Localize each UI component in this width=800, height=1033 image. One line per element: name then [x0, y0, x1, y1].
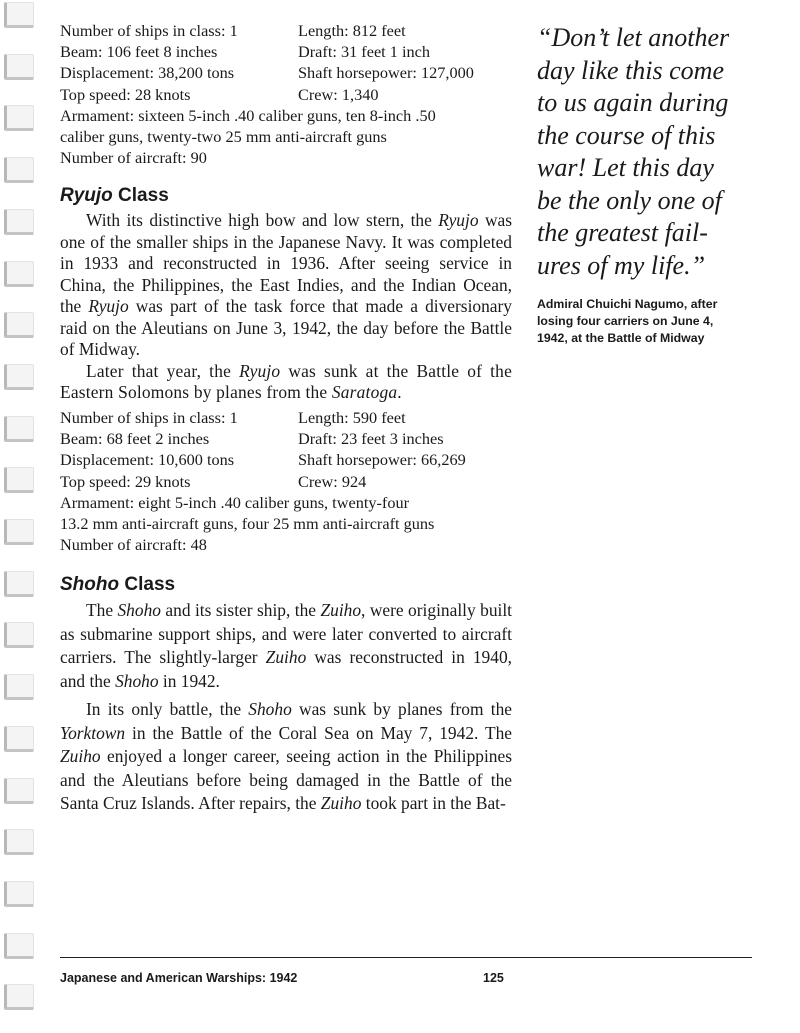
shoho-paragraph-2: [60, 698, 512, 816]
heading-ship-name: Ryujo: [60, 185, 113, 207]
armament-line: Armament: sixteen 5-inch .40 caliber guns, ten 8-inch .50: [60, 105, 436, 125]
ship-name: Zuiho: [265, 647, 307, 668]
attribution-line: 1942, at the Battle of Midway: [537, 331, 705, 345]
top-specs: [60, 20, 512, 168]
binding-ring: [4, 933, 34, 959]
quote-line: ures of my life.”: [537, 250, 706, 280]
binding-ring: [4, 519, 34, 545]
shoho-paragraph-1: [60, 599, 512, 693]
binding-ring: [4, 364, 34, 390]
quote-line: to us again during: [537, 88, 729, 117]
spec-cell: Length: 812 feet: [298, 21, 406, 40]
top-spec-grid: [60, 20, 512, 105]
ryujo-specs: [60, 407, 512, 555]
ship-name: Shoho: [248, 699, 292, 720]
binding-ring: [4, 157, 34, 183]
ship-name: Ryujo: [88, 296, 129, 317]
binding-ring: [4, 416, 34, 442]
text-run: was one of the smaller ships in the Japanese Navy. It was completed in 1933 and reconstructed in 1936. After seeing service in China, the Philippines, the East Indies, and the Indian Ocean, the: [60, 210, 512, 317]
spec-cell: Beam: 68 feet 2 inches: [60, 429, 210, 449]
heading-suffix: Class: [112, 185, 169, 207]
binding-ring: [4, 829, 34, 855]
heading-suffix: Class: [119, 574, 176, 596]
spec-cell: Draft: 23 feet 3 inches: [298, 429, 444, 449]
ship-name: Zuiho: [320, 600, 362, 621]
spec-cell: Number of ships in class: 1: [60, 407, 238, 427]
text-run: enjoyed a longer career, seeing action in the Philippines and the Aleutians before being damaged in the Battle of the Santa Cruz Islands. After repairs, the: [60, 746, 512, 814]
quote-attribution: [537, 296, 787, 347]
spec-cell: Shaft horsepower: 66,269: [298, 450, 466, 470]
binding-ring: [4, 2, 34, 28]
ship-name: Ryujo: [438, 210, 479, 231]
sidebar-quote: [537, 22, 787, 347]
ship-name: Yorktown: [60, 722, 126, 743]
text-run: The: [86, 600, 118, 621]
spec-cell: Top speed: 28 knots: [60, 84, 191, 104]
attribution-line: Admiral Chuichi Nagumo, after: [537, 297, 718, 311]
spec-cell: Beam: 106 feet 8 inches: [60, 42, 218, 62]
ryujo-paragraph-2: [60, 361, 512, 404]
heading-ship-name: Shoho: [60, 574, 120, 596]
quote-line: the greatest fail-: [537, 218, 708, 247]
spec-cell: Draft: 31 feet 1 inch: [298, 42, 431, 62]
binding-ring: [4, 881, 34, 907]
pull-quote: [537, 22, 787, 282]
text-run: was sunk by planes from the: [291, 699, 512, 720]
binding-ring: [4, 312, 34, 338]
text-run: was part of the task force that made a diversionary raid on the Aleutians on June 3, 1942, the day before the Battle of Midway.: [60, 296, 512, 360]
aircraft-count: Number of aircraft: 90: [60, 148, 207, 168]
text-run: Later that year, the: [86, 360, 240, 381]
text-run: With its distinctive high bow and low stern, the: [86, 210, 439, 231]
spec-cell: Crew: 1,340: [298, 84, 379, 104]
quote-line: war! Let this day: [537, 153, 714, 182]
ryujo-class-heading: [60, 184, 512, 208]
binding-ring: [4, 209, 34, 235]
quote-line: the course of this: [537, 120, 716, 150]
attribution-line: losing four carriers on June 4,: [537, 314, 714, 328]
ryujo-spec-grid: [60, 407, 512, 492]
binding-ring: [4, 726, 34, 752]
ship-name: Shoho: [117, 600, 161, 621]
ship-name: Saratoga: [331, 382, 398, 403]
ryujo-paragraph-1: [60, 210, 512, 361]
quote-line: day like this come: [537, 55, 724, 85]
quote-line: be the only one of: [537, 185, 722, 215]
binding-ring: [4, 105, 34, 131]
spec-cell: Length: 590 feet: [298, 407, 406, 427]
footer-book-title: Japanese and American Warships: 1942: [60, 971, 298, 985]
binding-ring: [4, 778, 34, 804]
binding-ring: [4, 54, 34, 80]
armament-line: caliber guns, twenty-two 25 mm anti-aircraft guns: [60, 127, 387, 147]
spiral-binding: [0, 0, 40, 1033]
spec-cell: Displacement: 10,600 tons: [60, 450, 235, 470]
spec-cell: Number of ships in class: 1: [60, 21, 238, 40]
text-run: , were originally built as submarine support ships, and were later converted to aircraft carriers. The slightly-larger: [60, 600, 513, 668]
spec-cell: Top speed: 29 knots: [60, 471, 191, 491]
quote-line: “Don’t let another: [537, 23, 730, 52]
ship-name: Zuiho: [60, 746, 101, 767]
binding-ring: [4, 467, 34, 493]
text-run: was reconstructed in 1940, and the: [60, 647, 512, 691]
binding-ring: [4, 984, 34, 1010]
ship-name: Shoho: [115, 670, 159, 691]
shoho-class-heading: [60, 573, 512, 597]
text-run: and its sister ship, the: [160, 600, 321, 621]
binding-ring: [4, 674, 34, 700]
spec-cell: Displacement: 38,200 tons: [60, 63, 235, 83]
spec-cell: Crew: 924: [298, 471, 367, 491]
text-run: In its only battle, the: [86, 699, 249, 720]
spec-cell: Shaft horsepower: 127,000: [298, 63, 474, 83]
text-run: .: [397, 382, 402, 403]
armament-line: Armament: eight 5-inch .40 caliber guns, twenty-four: [60, 492, 410, 512]
footer-rule: [60, 957, 752, 958]
ship-name: Zuiho: [320, 793, 362, 814]
text-run: took part in the Bat-: [361, 793, 506, 814]
binding-ring: [4, 622, 34, 648]
page-number: 125: [483, 971, 504, 985]
ship-name: Ryujo: [239, 360, 281, 381]
text-run: was sunk at the Battle of the Eastern Solomons by planes from the: [60, 360, 512, 403]
armament-line: 13.2 mm anti-aircraft guns, four 25 mm anti-aircraft guns: [60, 513, 435, 533]
text-run: in 1942.: [158, 670, 220, 691]
text-run: in the Battle of the Coral Sea on May 7, 1942. The: [125, 722, 512, 743]
main-column: [60, 20, 512, 816]
binding-ring: [4, 261, 34, 287]
aircraft-count: Number of aircraft: 48: [60, 535, 207, 555]
binding-ring: [4, 571, 34, 597]
